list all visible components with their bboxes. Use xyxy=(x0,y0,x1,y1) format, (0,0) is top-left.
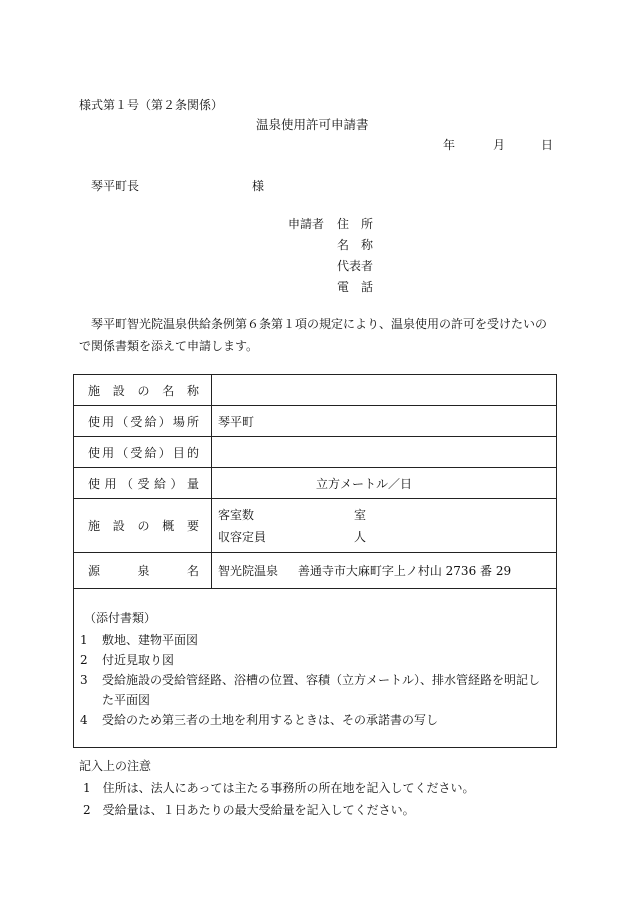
attachment-number: 2 xyxy=(80,652,88,667)
applicant-representative-label: 代表者 xyxy=(337,259,374,273)
facility-name-row xyxy=(74,375,557,406)
application-table xyxy=(73,374,557,748)
attachments-row xyxy=(74,589,557,748)
attachments-title: （添付書類） xyxy=(84,610,157,625)
applicant-phone-label: 電 話 xyxy=(337,280,374,294)
date-month-label: 月 xyxy=(493,138,506,152)
place-value: 琴平町 xyxy=(218,414,255,429)
amount-unit: 立方メートル／日 xyxy=(316,476,413,491)
source-row xyxy=(74,553,557,589)
capacity-unit: 人 xyxy=(354,529,367,544)
place-label: 使用（受給）場所 xyxy=(74,406,212,437)
statement-line-1: 琴平町智光院温泉供給条例第６条第１項の規定により、温泉使用の許可を受けたいの xyxy=(91,317,548,331)
notes-section xyxy=(79,755,475,821)
attachment-text: 受給のため第三者の土地を利用するときは、その承諾書の写し xyxy=(102,712,439,727)
date-day-label: 日 xyxy=(541,138,554,152)
attachment-number: 4 xyxy=(80,712,88,727)
facility-name-label: 施設の名称 xyxy=(74,375,212,406)
capacity-label: 収容定員 xyxy=(218,529,267,544)
applicant-label: 申請者 xyxy=(288,217,325,231)
overview-row xyxy=(74,499,557,553)
attachment-number: 3 xyxy=(80,672,88,687)
attachment-number: 1 xyxy=(80,632,88,647)
source-address: 善通寺市大麻町字上ノ村山 2736 番 29 xyxy=(297,564,512,578)
attachments-cell xyxy=(74,589,557,748)
notes-title: 記入上の注意 xyxy=(79,759,152,773)
applicant-address-label: 住 所 xyxy=(337,217,374,231)
application-statement xyxy=(79,313,559,357)
attachment-item xyxy=(80,670,550,710)
applicant-name-label: 名 称 xyxy=(337,238,374,252)
addressee-honorific: 様 xyxy=(252,179,265,193)
attachment-text: 受給施設の受給管経路、浴槽の位置、容積（立方メートル）、排水管経路を明記した平面図 xyxy=(102,672,541,707)
addressee-name: 琴平町長 xyxy=(91,179,140,193)
purpose-label: 使用（受給）目的 xyxy=(74,437,212,468)
amount-row xyxy=(74,468,557,499)
overview-field[interactable] xyxy=(212,499,557,553)
amount-field[interactable] xyxy=(212,468,557,499)
place-field[interactable] xyxy=(212,406,557,437)
note-item: 2 受給量は、１日あたりの最大受給量を記入してください。 xyxy=(83,803,415,817)
attachment-item xyxy=(80,710,550,730)
rooms-unit: 室 xyxy=(354,507,367,522)
source-field xyxy=(212,553,557,589)
page-title: 温泉使用許可申請書 xyxy=(256,117,369,132)
purpose-row xyxy=(74,437,557,468)
rooms-label: 客室数 xyxy=(218,507,255,522)
place-row xyxy=(74,406,557,437)
attachment-item xyxy=(80,630,550,650)
overview-label: 施設の概要 xyxy=(74,499,212,553)
purpose-field[interactable] xyxy=(212,437,557,468)
form-number: 様式第１号（第２条関係） xyxy=(79,98,224,112)
source-name: 智光院温泉 xyxy=(218,564,279,578)
amount-label: 使用（受給）量 xyxy=(74,468,212,499)
attachment-text: 敷地、建物平面図 xyxy=(102,632,199,647)
note-item: 1 住所は、法人にあっては主たる事務所の所在地を記入してください。 xyxy=(83,781,475,795)
facility-name-field[interactable] xyxy=(212,375,557,406)
statement-line-2: で関係書類を添えて申請します。 xyxy=(79,339,259,353)
date-year-label: 年 xyxy=(443,138,456,152)
source-label: 源泉名 xyxy=(74,553,212,589)
attachment-text: 付近見取り図 xyxy=(102,652,175,667)
attachment-item xyxy=(80,650,550,670)
